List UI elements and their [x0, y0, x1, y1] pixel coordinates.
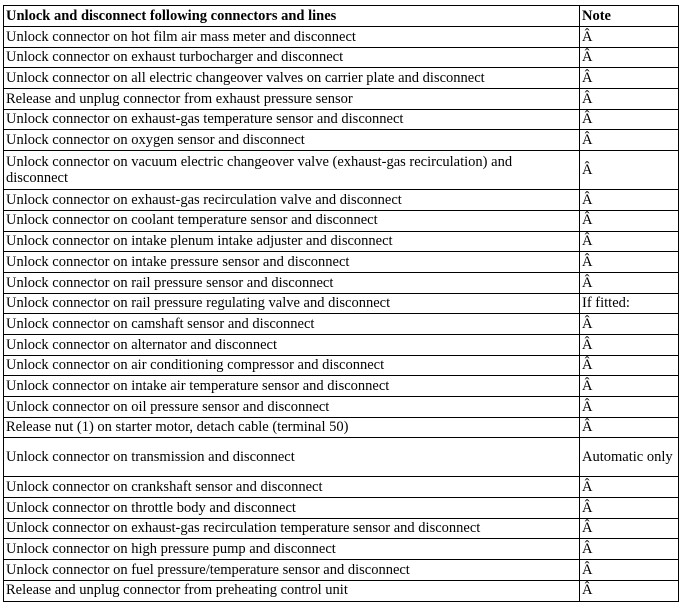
note-cell: Â [580, 580, 679, 601]
step-cell: Unlock connector on exhaust-gas recirculation temperature sensor and disconnect [4, 518, 580, 539]
note-cell: Â [580, 68, 679, 89]
table-row [4, 498, 679, 519]
step-cell: Release and unplug connector from preheating control unit [4, 580, 580, 601]
table-row [4, 477, 679, 498]
note-cell: Â [580, 272, 679, 293]
table-row [4, 252, 679, 273]
connector-table [3, 5, 679, 602]
step-cell: Unlock connector on fuel pressure/temperature sensor and disconnect [4, 560, 580, 581]
table-row [4, 130, 679, 151]
table-row [4, 210, 679, 231]
note-cell: Â [580, 130, 679, 151]
table-row [4, 27, 679, 48]
step-cell: Unlock connector on alternator and disconnect [4, 334, 580, 355]
note-cell: Â [580, 498, 679, 519]
note-cell: Â [580, 231, 679, 252]
step-cell: Unlock connector on oxygen sensor and disconnect [4, 130, 580, 151]
table-row [4, 272, 679, 293]
table-row [4, 109, 679, 130]
note-cell: Â [580, 252, 679, 273]
step-cell: Unlock connector on air conditioning compressor and disconnect [4, 355, 580, 376]
note-cell: Â [580, 47, 679, 68]
step-cell: Unlock connector on camshaft sensor and disconnect [4, 314, 580, 335]
step-cell: Unlock connector on hot film air mass meter and disconnect [4, 27, 580, 48]
step-cell: Unlock connector on high pressure pump and disconnect [4, 539, 580, 560]
step-cell: Unlock connector on oil pressure sensor and disconnect [4, 397, 580, 418]
note-cell: If fitted: [580, 293, 679, 314]
note-cell: Â [580, 376, 679, 397]
step-cell: Unlock connector on rail pressure sensor and disconnect [4, 272, 580, 293]
table-row [4, 190, 679, 211]
step-cell: Unlock connector on transmission and disconnect [4, 438, 580, 477]
table-row [4, 397, 679, 418]
note-cell: Â [580, 397, 679, 418]
step-cell: Unlock connector on exhaust-gas recirculation valve and disconnect [4, 190, 580, 211]
table-row [4, 231, 679, 252]
step-cell: Unlock connector on crankshaft sensor and disconnect [4, 477, 580, 498]
step-cell: Unlock connector on rail pressure regulating valve and disconnect [4, 293, 580, 314]
note-cell: Â [580, 109, 679, 130]
step-cell: Unlock connector on throttle body and disconnect [4, 498, 580, 519]
table-row [4, 580, 679, 601]
note-cell: Â [580, 334, 679, 355]
document-page [3, 5, 678, 602]
step-cell: Release and unplug connector from exhaust pressure sensor [4, 89, 580, 110]
table-row [4, 89, 679, 110]
note-cell: Â [580, 417, 679, 438]
column-header-note: Note [580, 6, 679, 27]
table-row [4, 151, 679, 190]
note-cell: Â [580, 190, 679, 211]
table-row [4, 438, 679, 477]
note-cell: Â [580, 355, 679, 376]
note-cell: Â [580, 314, 679, 335]
note-cell: Â [580, 89, 679, 110]
step-cell: Unlock connector on exhaust turbocharger and disconnect [4, 47, 580, 68]
table-row [4, 334, 679, 355]
table-row [4, 68, 679, 89]
note-cell: Â [580, 560, 679, 581]
step-cell: Unlock connector on exhaust-gas temperature sensor and disconnect [4, 109, 580, 130]
table-row [4, 314, 679, 335]
step-cell: Release nut (1) on starter motor, detach cable (terminal 50) [4, 417, 580, 438]
table-header-row [4, 6, 679, 27]
table-row [4, 417, 679, 438]
note-cell: Â [580, 477, 679, 498]
column-header-step: Unlock and disconnect following connectors and lines [4, 6, 580, 27]
note-cell: Â [580, 518, 679, 539]
table-row [4, 293, 679, 314]
step-cell: Unlock connector on vacuum electric changeover valve (exhaust-gas recirculation) and disconnect [4, 151, 580, 190]
table-row [4, 355, 679, 376]
note-cell: Â [580, 27, 679, 48]
note-cell: Automatic only [580, 438, 679, 477]
note-cell: Â [580, 151, 679, 190]
table-row [4, 518, 679, 539]
table-row [4, 560, 679, 581]
step-cell: Unlock connector on all electric changeover valves on carrier plate and disconnect [4, 68, 580, 89]
note-cell: Â [580, 210, 679, 231]
step-cell: Unlock connector on intake plenum intake adjuster and disconnect [4, 231, 580, 252]
step-cell: Unlock connector on intake air temperature sensor and disconnect [4, 376, 580, 397]
table-row [4, 47, 679, 68]
step-cell: Unlock connector on intake pressure sensor and disconnect [4, 252, 580, 273]
step-cell: Unlock connector on coolant temperature sensor and disconnect [4, 210, 580, 231]
table-row [4, 376, 679, 397]
table-row [4, 539, 679, 560]
note-cell: Â [580, 539, 679, 560]
